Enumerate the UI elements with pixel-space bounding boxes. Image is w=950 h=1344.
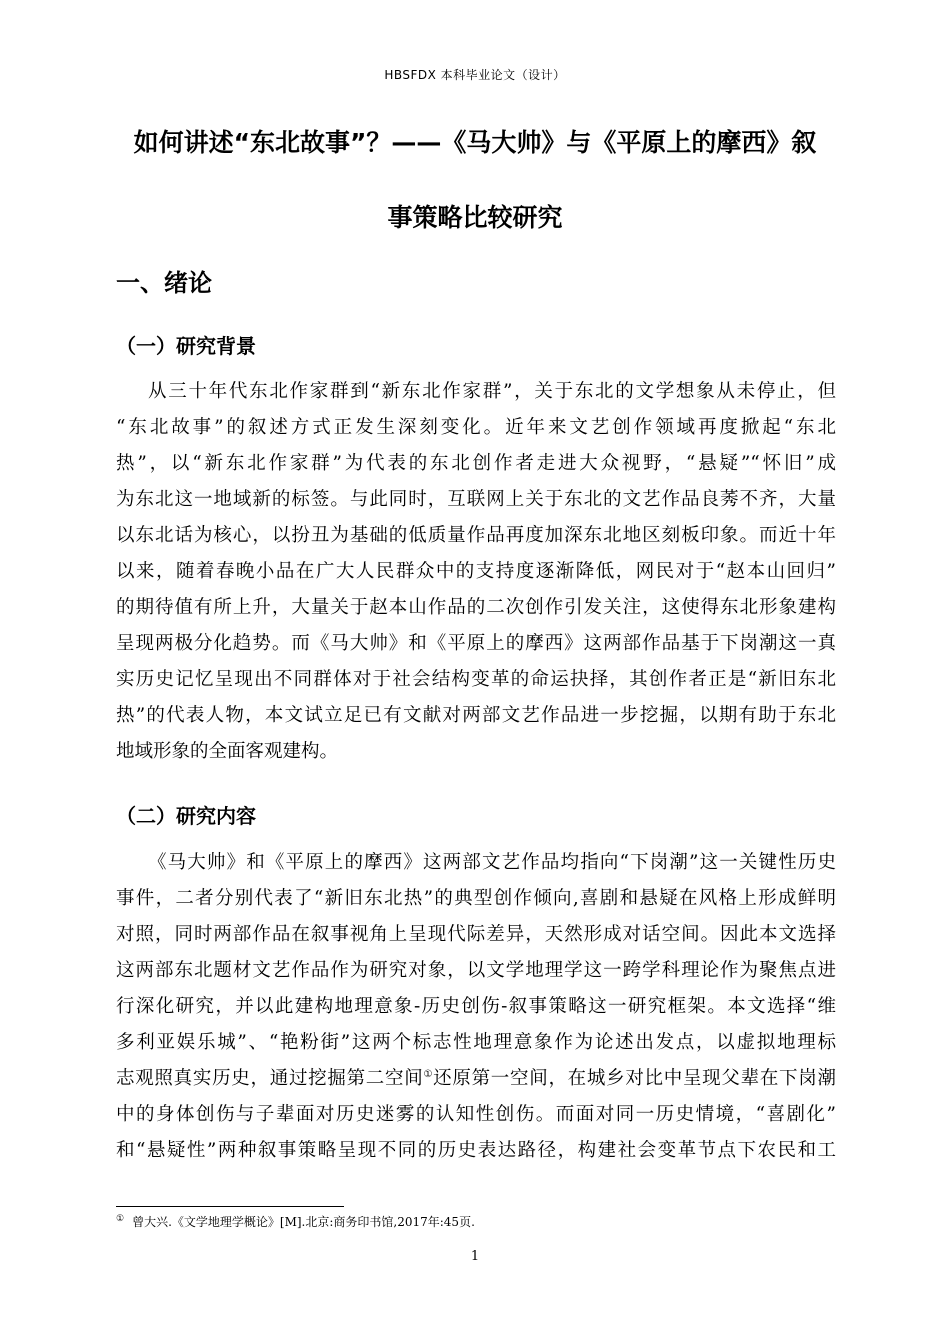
text-line: 对照，同时两部作品在叙事视角上呈现代际差异，天然形成对话空间。因此本文选择 bbox=[116, 924, 836, 945]
text-line: 呈现两极分化趋势。而《马大帅》和《平原上的摩西》这两部作品基于下岗潮这一真 bbox=[116, 633, 836, 654]
section-heading-background: （一）研究背景 bbox=[116, 334, 256, 358]
text-line: 从三十年代东北作家群到“新东北作家群”，关于东北的文学想象从未停止，但 bbox=[148, 381, 836, 402]
page-number: 1 bbox=[470, 1249, 480, 1264]
running-header: HBSFDX 本科毕业论文（设计） bbox=[384, 68, 566, 82]
text-segment: 志观照真实历史，通过挖掘第二空间 bbox=[116, 1068, 424, 1089]
text-line: 行深化研究，并以此建构地理意象-历史创伤-叙事策略这一研究框架。本文选择“维 bbox=[116, 996, 836, 1017]
text-line: 多利亚娱乐城”、“艳粉街”这两个标志性地理意象作为论述出发点，以虚拟地理标 bbox=[116, 1032, 836, 1053]
text-line: 这两部东北题材文艺作品作为研究对象，以文学地理学这一跨学科理论作为聚焦点进 bbox=[116, 960, 836, 981]
text-line: 的期待值有所上升，大量关于赵本山作品的二次创作引发关注，这使得东北形象建构 bbox=[116, 597, 836, 618]
text-segment: 还原第一空间，在城乡对比中呈现父辈在下岗潮 bbox=[433, 1068, 836, 1089]
text-line: 以来，随着春晚小品在广大人民群众中的支持度逐渐降低，网民对于“赵本山回归” bbox=[116, 561, 836, 582]
chapter-heading: 一、绪论 bbox=[116, 269, 212, 297]
text-line-with-note bbox=[116, 1066, 836, 1092]
text-line: 地域形象的全面客观建构。 bbox=[116, 741, 339, 762]
text-line: 以东北话为核心，以扮丑为基础的低质量作品再度加深东北地区刻板印象。而近十年 bbox=[116, 525, 836, 546]
footnote bbox=[116, 1213, 475, 1230]
text-line: 热”，以“新东北作家群”为代表的东北创作者走进大众视野，“悬疑”“怀旧”成 bbox=[116, 453, 836, 474]
text-line: 事件，二者分别代表了“新旧东北热”的典型创作倾向,喜剧和悬疑在风格上形成鲜明 bbox=[116, 888, 836, 909]
footnote-reference[interactable]: ① bbox=[423, 1068, 434, 1080]
text-line: 中的身体创伤与子辈面对历史迷雾的认知性创伤。而面对同一历史情境，“喜剧化” bbox=[116, 1104, 836, 1125]
section-heading-content: （二）研究内容 bbox=[116, 804, 256, 828]
text-line: 热”的代表人物，本文试立足已有文献对两部文艺作品进一步挖掘，以期有助于东北 bbox=[116, 705, 836, 726]
footnote-divider bbox=[116, 1206, 344, 1207]
footnote-marker: ① bbox=[116, 1214, 125, 1224]
text-line: “东北故事”的叙述方式正发生深刻变化。近年来文艺创作领域再度掀起“东北 bbox=[116, 417, 836, 438]
footnote-text: 曾大兴.《文学地理学概论》[M].北京:商务印书馆,2017年:45页. bbox=[132, 1215, 475, 1229]
paper-title-line-2: 事策略比较研究 bbox=[387, 203, 563, 232]
text-line: 《马大帅》和《平原上的摩西》这两部文艺作品均指向“下岗潮”这一关键性历史 bbox=[148, 852, 836, 873]
text-line: 为东北这一地域新的标签。与此同时，互联网上关于东北的文艺作品良莠不齐，大量 bbox=[116, 489, 836, 510]
text-line: 实历史记忆呈现出不同群体对于社会结构变革的命运抉择，其创作者正是“新旧东北 bbox=[116, 669, 836, 690]
text-line: 和“悬疑性”两种叙事策略呈现不同的历史表达路径，构建社会变革节点下农民和工 bbox=[116, 1140, 836, 1161]
paper-title-line-1: 如何讲述“东北故事”？——《马大帅》与《平原上的摩西》叙 bbox=[133, 128, 817, 157]
